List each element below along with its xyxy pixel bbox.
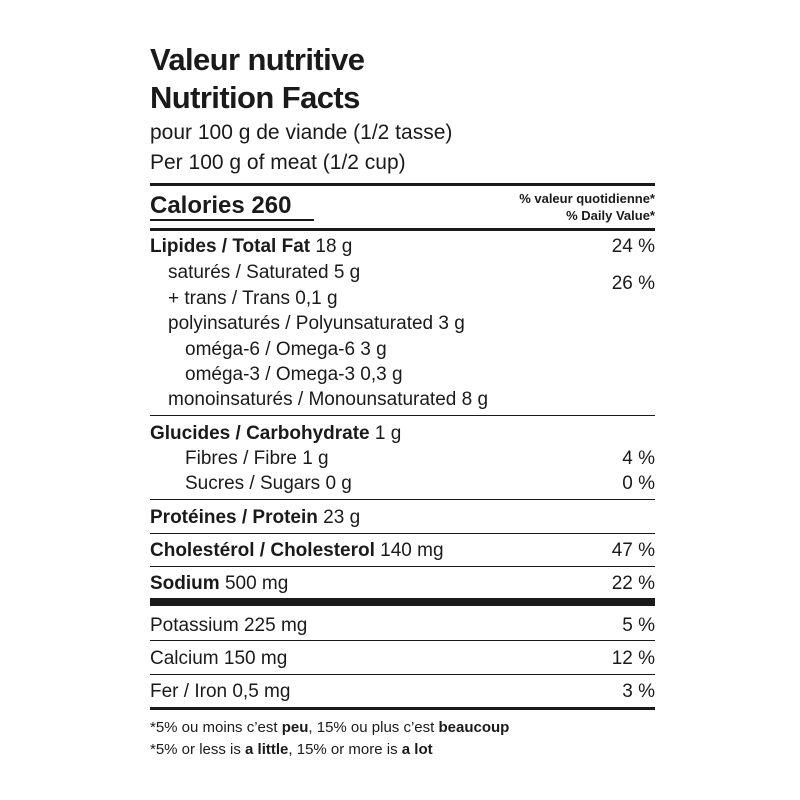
protein-amount: 23 g: [317, 507, 361, 528]
footnote-text: *5% or less is: [150, 741, 246, 758]
footnote-french: [150, 720, 509, 735]
fat-label: Lipides / Total Fat: [150, 236, 311, 257]
thick-divider: [150, 598, 655, 606]
fat-row: [150, 237, 352, 256]
omega-3: oméga-3 / Omega-3 0,3 g: [185, 364, 403, 385]
cholesterol-row: [150, 541, 444, 560]
monounsaturated-fat: monoinsaturés / Monounsaturated 8 g: [168, 389, 489, 410]
carbohydrate-amount: 1 g: [369, 423, 402, 444]
footnote-emphasis: peu: [281, 719, 309, 736]
sugars: Sucres / Sugars 0 g: [185, 473, 352, 494]
cholesterol-daily-value: 47 %: [611, 540, 655, 561]
sodium-row: [150, 574, 288, 593]
daily-value-header-french: % valeur quotidienne*: [519, 191, 655, 206]
divider: [150, 183, 655, 186]
calories-underline: [150, 219, 314, 221]
serving-size-english: Per 100 g of meat (1/2 cup): [150, 151, 406, 174]
divider: [150, 415, 655, 416]
divider: [150, 674, 655, 675]
divider: [150, 707, 655, 710]
cholesterol-label: Cholestérol / Cholesterol: [150, 540, 375, 561]
fat-amount: 18 g: [310, 236, 353, 257]
footnote-emphasis: a little: [245, 741, 289, 758]
potassium: Potassium 225 mg: [150, 615, 308, 636]
sodium-daily-value: 22 %: [611, 573, 655, 594]
divider: [150, 640, 655, 641]
calories: Calories 260: [150, 192, 292, 219]
polyunsaturated-fat: polyinsaturés / Polyunsaturated 3 g: [168, 313, 465, 334]
title-french: Valeur nutritive: [150, 42, 365, 77]
divider: [150, 533, 655, 534]
sodium-label: Sodium: [150, 573, 220, 594]
sugars-daily-value: 0 %: [622, 473, 655, 494]
footnote-text: , 15% or more is: [288, 741, 402, 758]
saturated-trans-daily-value: 26 %: [611, 273, 655, 294]
daily-value-header-english: % Daily Value*: [566, 208, 655, 223]
omega-6: oméga-6 / Omega-6 3 g: [185, 339, 387, 360]
protein-row: [150, 508, 360, 527]
protein-label: Protéines / Protein: [150, 507, 318, 528]
potassium-daily-value: 5 %: [622, 615, 655, 636]
nutrition-facts-label: [150, 0, 655, 800]
divider: [150, 228, 655, 231]
fat-daily-value: 24 %: [611, 236, 655, 257]
sodium-amount: 500 mg: [219, 573, 289, 594]
cholesterol-amount: 140 mg: [374, 540, 444, 561]
fibre: Fibres / Fibre 1 g: [185, 448, 329, 469]
footnote-emphasis: a lot: [401, 741, 433, 758]
saturated-fat: saturés / Saturated 5 g: [168, 262, 361, 283]
trans-fat: + trans / Trans 0,1 g: [168, 288, 338, 309]
carbohydrate-label: Glucides / Carbohydrate: [150, 423, 370, 444]
footnote-text: , 15% ou plus c’est: [308, 719, 439, 736]
title-english: Nutrition Facts: [150, 80, 360, 115]
divider: [150, 566, 655, 567]
calcium: Calcium 150 mg: [150, 648, 288, 669]
fibre-daily-value: 4 %: [622, 448, 655, 469]
carbohydrate-row: [150, 424, 401, 443]
serving-size-french: pour 100 g de viande (1/2 tasse): [150, 121, 453, 144]
daily-value-header: [519, 190, 655, 224]
calcium-daily-value: 12 %: [611, 648, 655, 669]
iron-daily-value: 3 %: [622, 681, 655, 702]
footnote-emphasis: beaucoup: [438, 719, 510, 736]
footnote-text: *5% ou moins c’est: [150, 719, 282, 736]
divider: [150, 499, 655, 500]
iron: Fer / Iron 0,5 mg: [150, 681, 291, 702]
footnote-english: [150, 742, 433, 757]
